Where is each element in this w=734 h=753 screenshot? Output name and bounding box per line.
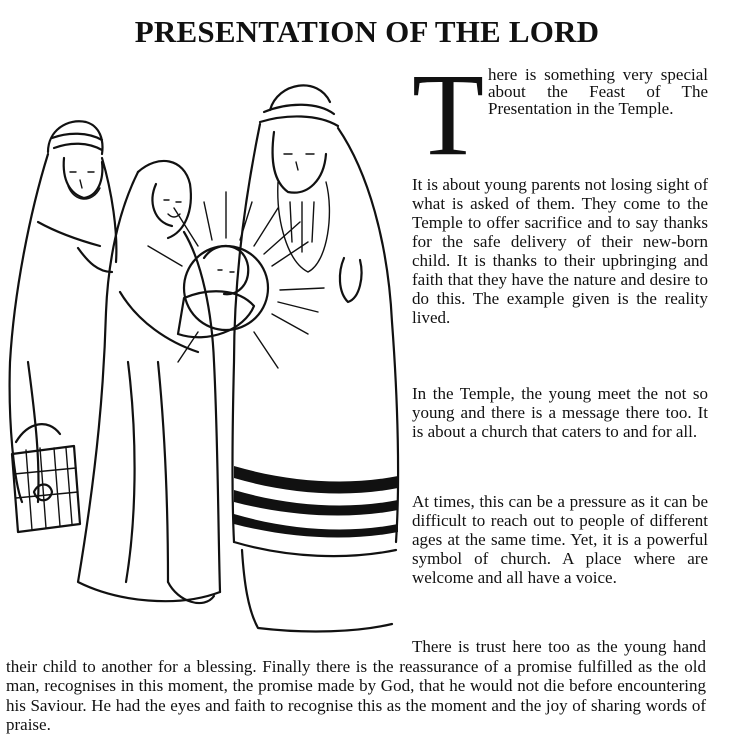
page-title: PRESENTATION OF THE LORD xyxy=(134,14,600,49)
paragraph-church: At times, this can be a pressure as it can be difficult to reach out to people of different ages at the same time. Yet, it is a powerful symbol of church. A place where are welcome and all have a voice. xyxy=(412,492,708,587)
paragraph-parents: It is about young parents not losing sight of what is asked of them. They come to the Temple to offer sacrifice and to say thanks for the safe delivery of their new-born child. It is thanks to their upbringing and faith that they have the nature and desire to do this. The example given is the reality lived. xyxy=(412,175,708,327)
joseph-figure xyxy=(10,121,117,502)
drop-cap: T xyxy=(412,49,485,180)
presentation-illustration xyxy=(8,62,404,634)
intro-paragraph: here is something very special about the Feast of The Presentation in the Temple. xyxy=(488,65,708,118)
simeon-figure xyxy=(233,85,399,631)
closing-paragraph: There is trust here too as the young hand their child to another for a blessing. Finally there is the reassurance of a promise fulfilled as the old man, recognises in this moment, the promise made by God, that he would not die before encountering his Saviour. He had the eyes and faith to recognise this as the moment and the joy of sharing words of praise. xyxy=(6,637,706,734)
paragraph-temple: In the Temple, the young meet the not so young and there is a message there too. It is about a church that caters to and for all. xyxy=(412,384,708,441)
mary-figure xyxy=(78,161,220,603)
birdcage xyxy=(12,424,80,532)
baby-figure xyxy=(178,246,254,337)
